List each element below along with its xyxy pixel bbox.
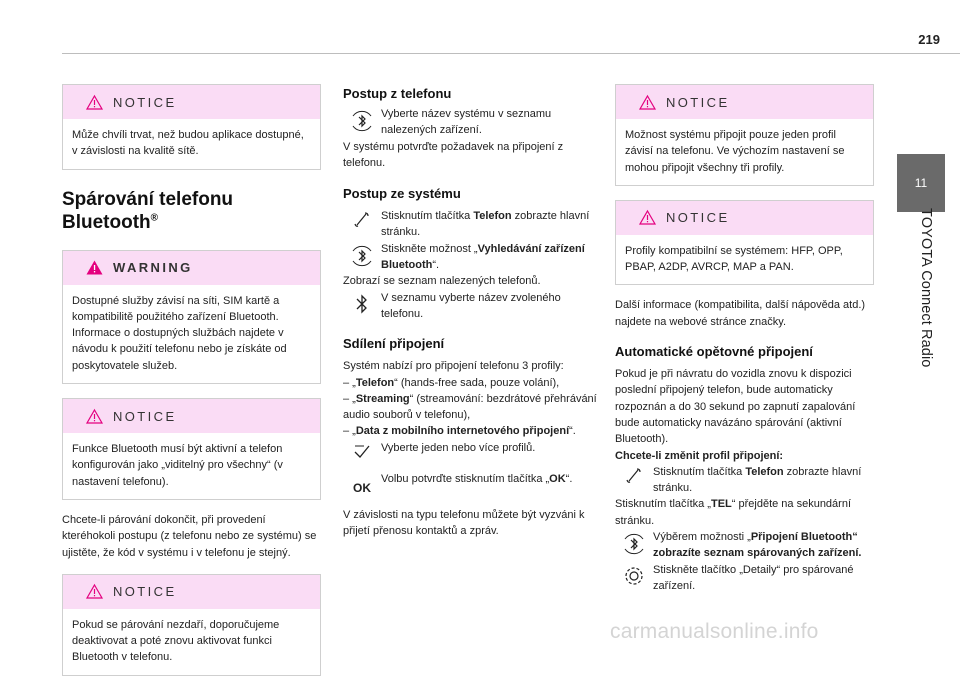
notice-box xyxy=(62,574,321,676)
warning-title: WARNING xyxy=(113,260,193,276)
notice-box xyxy=(615,200,874,286)
notice-header xyxy=(63,85,320,119)
sharing-closing: V závislosti na typu telefonu můžete být vyzváni k přijetí přenosu kontaktů a zpráv. xyxy=(343,508,585,538)
sharing-choose-text: Vyberte jeden nebo více profilů. xyxy=(381,441,536,454)
profile-step2-text: Stisknutím tlačítka „TEL“ přejděte na sekundární stránku. xyxy=(615,498,852,527)
notice-header xyxy=(63,399,320,433)
notice-title: NOTICE xyxy=(113,408,177,424)
notice-title: NOTICE xyxy=(666,210,730,226)
notice-body: Možnost systému připojit pouze jeden profil závisí na telefonu. Ve výchozím nastavení se mohou připojit všechny tři profily. xyxy=(625,129,845,174)
section-title-line1: Spárování telefonu xyxy=(62,188,234,210)
notice-box xyxy=(62,398,321,500)
from-phone-step2-text: V systému potvrďte požadavek na připojení z telefonu. xyxy=(343,140,564,169)
chapter-tab: 11 xyxy=(897,154,945,212)
sharing-item-data: – „Data z mobilního internetového připojení“. xyxy=(343,425,576,438)
profile-step4 xyxy=(615,562,877,595)
from-system-step2-text: Stiskněte možnost „Vyhledávání zařízení Bluetooth“. xyxy=(381,242,585,272)
sharing-title: Sdílení připojení xyxy=(343,336,445,352)
notice-body: Funkce Bluetooth musí být aktivní a telefon konfigurován jako „viditelný pro všechny“ (v nastavení telefonu). xyxy=(72,443,283,488)
registered-mark: ® xyxy=(150,212,159,224)
from-phone-step xyxy=(343,106,601,139)
from-system-step3-text: Zobrazí se seznam nalezených telefonů. xyxy=(343,275,541,288)
warning-triangle-icon xyxy=(86,260,103,275)
header-divider xyxy=(62,53,960,54)
bluetooth-search-icon xyxy=(621,531,647,557)
profile-step1 xyxy=(615,464,877,497)
phone-handset-icon xyxy=(352,210,372,230)
phone-handset-icon xyxy=(624,466,644,486)
from-phone-step1-text: Vyberte název systému v seznamu nalezených zařízení. xyxy=(381,108,552,137)
warning-box xyxy=(62,250,321,384)
sharing-confirm-text: Volbu potvrďte stisknutím tlačítka „OK“. xyxy=(381,472,573,485)
warning-header xyxy=(63,251,320,285)
section-title-line2: Bluetooth xyxy=(62,211,151,233)
auto-reconnect-title: Automatické opětovné připojení xyxy=(615,344,813,360)
notice-title: NOTICE xyxy=(666,94,730,110)
notice-box xyxy=(62,84,321,170)
info-paragraph: Další informace (kompatibilita, další nápověda atd.) najdete na webové stránce značky. xyxy=(615,299,866,328)
bluetooth-search-icon xyxy=(349,243,375,269)
checkbox-tick-icon xyxy=(352,442,372,462)
warning-body: Dostupné služby závisí na síti, SIM kartě a kompatibilitě použitého zařízení Bluetooth. Informace o dostupných službách najdete v návodu k použití telefonu nebo je získáte od poskytovatele služeb. xyxy=(72,294,287,372)
notice-header xyxy=(63,575,320,609)
auto-reconnect-body: Pokud je při návratu do vozidla znovu k dispozici poslední připojený telefon, bude automaticky rozpoznán a do 30 sekund po zapnutí zapalování bude automaticky navázáno spárování (aktivní Bluetooth). xyxy=(615,368,856,446)
notice-box xyxy=(615,84,874,186)
from-system-step1 xyxy=(343,208,601,241)
notice-title: NOTICE xyxy=(113,584,177,600)
watermark: carmanualsonline.info xyxy=(610,620,819,643)
pairing-paragraph: Chcete-li párování dokončit, při provedení kteréhokoli postupu (z telefonu nebo ze systému) se ujistěte, že kód v systému i v telefonu je stejný. xyxy=(62,513,317,559)
profile-step3-text: Výběrem možnosti „Připojení Bluetooth“ zobrazíte seznam spárovaných zařízení. xyxy=(653,531,862,560)
bluetooth-icon xyxy=(353,292,371,316)
ok-button-icon: OK xyxy=(353,480,371,495)
from-system-step4 xyxy=(343,290,601,323)
column-left xyxy=(62,84,324,676)
profile-step4-text: Stiskněte tlačítko „Detaily“ pro spárované zařízení. xyxy=(653,563,854,592)
column-middle xyxy=(343,86,601,539)
notice-body: Může chvíli trvat, než budou aplikace dostupné, v závislosti na kvalitě sítě. xyxy=(72,129,304,158)
profile-step1-text: Stisknutím tlačítka Telefon zobrazte hlavní stránku. xyxy=(653,465,862,495)
warning-triangle-icon xyxy=(86,95,103,110)
bluetooth-search-icon xyxy=(349,108,375,134)
warning-triangle-icon xyxy=(86,409,103,424)
notice-header xyxy=(616,201,873,235)
warning-triangle-icon xyxy=(86,584,103,599)
sharing-item-streaming: – „Streaming“ (streamování: bezdrátové přehrávání audio souborů v telefonu), xyxy=(343,392,597,422)
chapter-title: TOYOTA Connect Radio xyxy=(918,208,934,368)
from-system-step4-text: V seznamu vyberte název zvoleného telefonu. xyxy=(381,291,561,320)
sharing-choose xyxy=(343,440,601,462)
profile-change-title: Chcete-li změnit profil připojení: xyxy=(615,449,784,462)
notice-title: NOTICE xyxy=(113,94,177,110)
column-right xyxy=(615,84,877,594)
notice-body: Profily kompatibilní se systémem: HFP, OPP, PBAP, A2DP, AVRCP, MAP a PAN. xyxy=(625,244,843,274)
page-number: 219 xyxy=(918,32,940,47)
notice-body: Pokud se párování nezdaří, doporučujeme deaktivovat a poté znovu aktivovat funkci Bluetooth v telefonu. xyxy=(72,618,280,664)
from-system-step2 xyxy=(343,241,601,274)
sharing-item-phone: – „Telefon“ (hands-free sada, pouze volání), xyxy=(343,376,560,389)
from-system-title: Postup ze systému xyxy=(343,186,461,202)
section-title xyxy=(62,188,324,234)
warning-triangle-icon xyxy=(639,210,656,225)
sharing-confirm xyxy=(343,471,601,495)
warning-triangle-icon xyxy=(639,95,656,110)
profile-step3 xyxy=(615,529,877,562)
sharing-intro: Systém nabízí pro připojení telefonu 3 profily: xyxy=(343,360,564,373)
gear-icon xyxy=(622,564,646,588)
from-system-step1-text: Stisknutím tlačítka Telefon zobrazte hlavní stránku. xyxy=(381,210,590,239)
from-phone-title: Postup z telefonu xyxy=(343,86,452,101)
notice-header xyxy=(616,85,873,119)
